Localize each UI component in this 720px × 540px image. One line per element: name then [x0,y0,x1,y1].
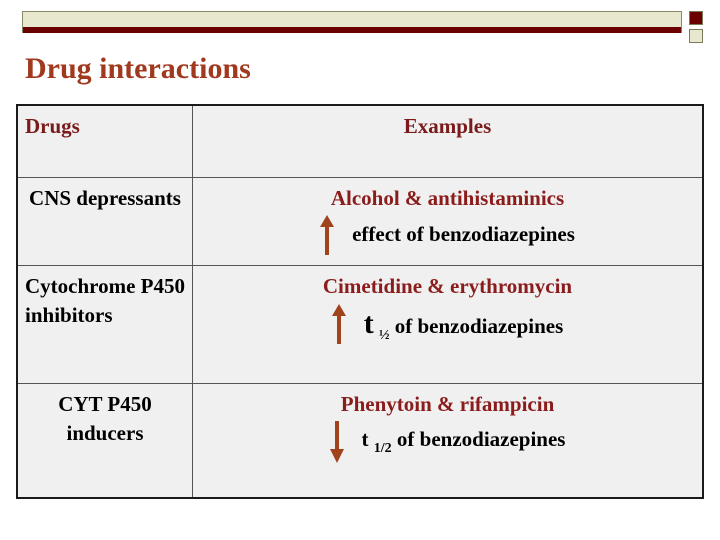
half-life-t: t [363,306,374,340]
half-life-subscript: ½ [378,327,390,343]
header-decoration-bar [22,11,682,33]
effect-line [200,215,695,255]
effect-line [200,303,695,346]
up-arrow-icon [320,215,334,255]
drug-cell: CYT P450 inducers [17,383,193,498]
table-header-row [17,105,703,177]
table-row [17,383,703,498]
effect-text: of benzodiazepines [394,313,564,338]
header-stripe [23,27,681,33]
drug-cell: Cytochrome P450 inhibitors [17,265,193,383]
effect-line [200,421,695,463]
effect-text: of benzodiazepines [396,427,566,452]
down-arrow-icon [330,421,344,463]
table-row [17,265,703,383]
table-row [17,177,703,265]
drug-interactions-table [16,104,704,499]
header-drugs: Drugs [17,105,193,177]
example-cell [193,383,704,498]
half-life-expression [364,303,564,346]
example-name: Cimetidine & erythromycin [322,273,573,298]
half-life-t: t [361,427,369,452]
slide-title: Drug interactions [25,52,251,85]
decor-square-dark [689,11,703,25]
example-cell [193,265,704,383]
half-life-subscript: 1/2 [373,441,392,457]
half-life-expression [362,425,566,459]
up-arrow-icon [332,304,346,344]
drug-cell: CNS depressants [17,177,193,265]
effect-text: effect of benzodiazepines [352,222,575,247]
example-cell [193,177,704,265]
header-examples: Examples [193,105,704,177]
decor-square-light [689,29,703,43]
example-name: Phenytoin & rifampicin [340,391,555,416]
example-name: Alcohol & antihistaminics [330,185,565,210]
